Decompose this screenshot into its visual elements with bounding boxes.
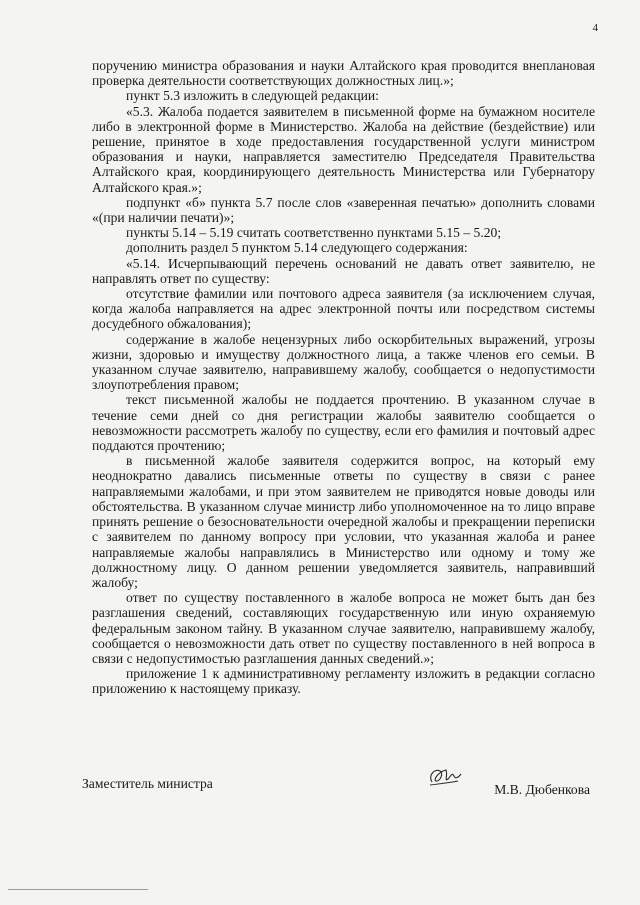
handwritten-signature-icon <box>424 762 464 792</box>
paragraph: поручению министра образования и науки Алтайского края проводится внеплановая проверка деятельности соответствующих должностных лиц.»; <box>92 58 595 89</box>
paragraph: отсутствие фамилии или почтового адреса заявителя (за исключением случая, когда жалоба направляется на адрес электронной почты или посредством системы досудебного обжалования); <box>92 286 595 332</box>
paragraph: пункт 5.3 изложить в следующей редакции: <box>126 88 379 104</box>
signatory-title: Заместитель министра <box>82 776 213 791</box>
paragraph: содержание в жалобе нецензурных либо оскорбительных выражений, угрозы жизни, здоровью и имуществу должностного лица, а также членов его семьи. В указанном случае заявителю, направившему жалобу, сообщается о недопустимости злоупотребления правом; <box>92 331 595 393</box>
signatory-name: М.В. Дюбенкова <box>494 782 590 797</box>
scan-artifact-line <box>8 889 148 890</box>
paragraph: пункты 5.14 – 5.19 считать соответственно пунктами 5.15 – 5.20; <box>126 225 502 241</box>
paragraph: текст письменной жалобы не поддается прочтению. В указанном случае в течение семи дней со дня регистрации жалобы заявителю сообщается о невозможности рассмотреть жалобу по существу, если его фамилия и почтовый адрес поддаются прочтению; <box>92 392 595 454</box>
page-number: 4 <box>592 22 598 34</box>
paragraph: «5.14. Исчерпывающий перечень оснований не давать ответ заявителю, не направлять ответ по существу: <box>92 255 595 286</box>
paragraph: приложение 1 к административному регламенту изложить в редакции согласно приложению к настоящему приказу. <box>92 666 595 697</box>
signature-block <box>82 768 590 808</box>
paragraph: подпункт «б» пункта 5.7 после слов «заверенная печатью» дополнить словами «(при наличии печати)»; <box>92 194 595 226</box>
document-body <box>92 58 595 697</box>
paragraph: в письменной жалобе заявителя содержится вопрос, на который ему неоднократно давались письменные ответы по существу в связи с ранее направляемыми жалобами, и при этом заявителем не приводятся новые доводы или обстоятельства. В указанном случае министр либо уполномоченное на то лицо вправе принять решение о безосновательности очередной жалобы и прекращении переписки с заявителем по данному вопросу при условии, что указанная жалоба и ранее направляемые жалобы направлялись в Министерство или одному и тому же должностному лицу. О данном решении уведомляется заявитель, направивший жалобу; <box>92 453 595 590</box>
paragraph: «5.3. Жалоба подается заявителем в письменной форме на бумажном носителе либо в электронной форме в Министерство. Жалоба на действие (бездействие) или решение, принятое в ходе предоставления государственной услуги министром образования и науки, направляется заместителю Председателя Правительства Алтайского края, координирующего деятельность Министерства или Губернатору Алтайского края.»; <box>92 103 595 195</box>
paragraph: дополнить раздел 5 пунктом 5.14 следующего содержания: <box>126 240 468 256</box>
paragraph: ответ по существу поставленного в жалобе вопроса не может быть дан без разглашения сведений, составляющих государственную или иную охраняемую федеральным законом тайну. В указанном случае заявителю, направившему жалобу, сообщается о невозможности дать ответ по существу поставленного в ней вопроса в связи с недопустимостью разглашения данных сведений.»; <box>92 590 595 666</box>
